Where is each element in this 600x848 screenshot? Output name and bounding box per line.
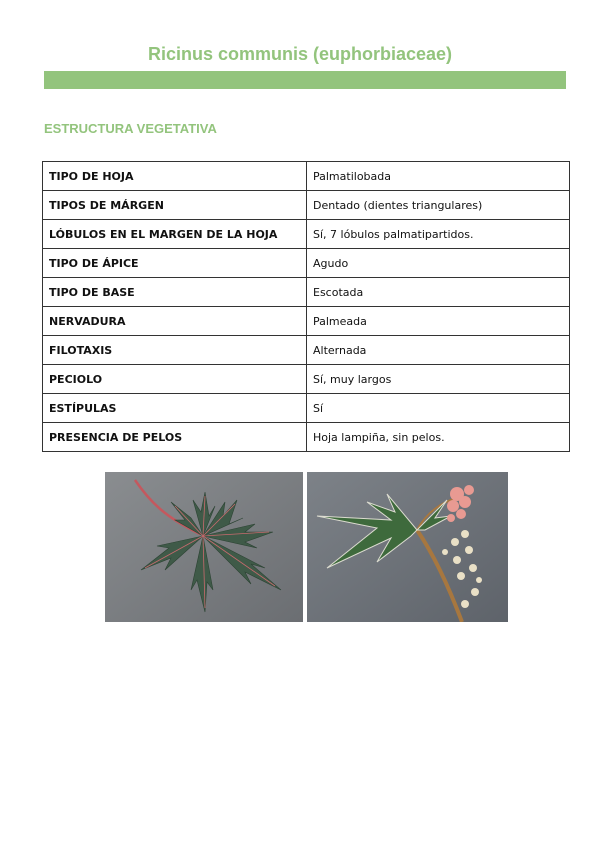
row-key: NERVADURA (43, 307, 307, 336)
row-value: Hoja lampiña, sin pelos. (307, 423, 570, 452)
row-value: Sí, 7 lóbulos palmatipartidos. (307, 220, 570, 249)
table-row (43, 249, 570, 278)
row-value: Escotada (307, 278, 570, 307)
vegetative-structure-table (42, 161, 570, 452)
row-key: LÓBULOS EN EL MARGEN DE LA HOJA (43, 220, 307, 249)
table-row (43, 394, 570, 423)
table-row (43, 307, 570, 336)
inflorescence-photo (307, 472, 508, 622)
row-key: PECIOLO (43, 365, 307, 394)
table-row (43, 278, 570, 307)
row-value: Agudo (307, 249, 570, 278)
title-underline-bar (44, 71, 566, 89)
leaf-photo (105, 472, 303, 622)
row-key: FILOTAXIS (43, 336, 307, 365)
row-value: Dentado (dientes triangulares) (307, 191, 570, 220)
page-title: Ricinus communis (euphorbiaceae) (147, 44, 453, 64)
section-heading: ESTRUCTURA VEGETATIVA (44, 121, 217, 136)
row-key: TIPOS DE MÁRGEN (43, 191, 307, 220)
row-value: Palmeada (307, 307, 570, 336)
row-value: Sí, muy largos (307, 365, 570, 394)
row-key: PRESENCIA DE PELOS (43, 423, 307, 452)
table-row (43, 191, 570, 220)
row-key: TIPO DE ÁPICE (43, 249, 307, 278)
row-key: TIPO DE HOJA (43, 162, 307, 191)
table-row (43, 336, 570, 365)
row-value: Alternada (307, 336, 570, 365)
row-value: Sí (307, 394, 570, 423)
table-row (43, 423, 570, 452)
table-row (43, 365, 570, 394)
table-row (43, 162, 570, 191)
table-row (43, 220, 570, 249)
row-key: TIPO DE BASE (43, 278, 307, 307)
row-value: Palmatilobada (307, 162, 570, 191)
row-key: ESTÍPULAS (43, 394, 307, 423)
